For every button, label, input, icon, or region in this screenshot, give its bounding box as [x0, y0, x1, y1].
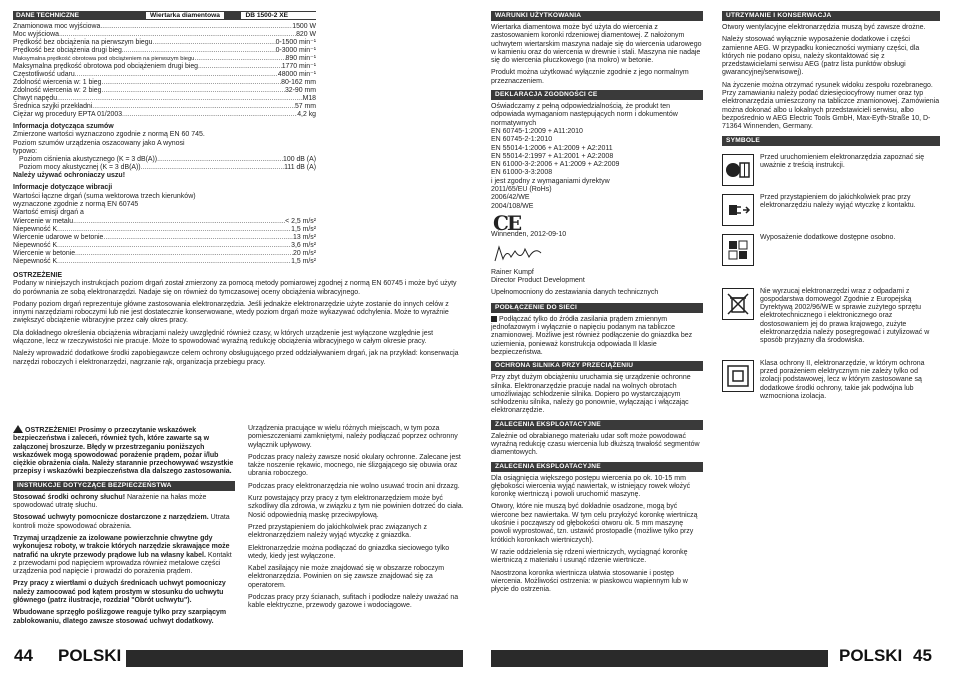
- conformity-line: Oświadczamy z pełną odpowiedzialnością, że produkt ten odpowiada wymaganiom następujących norm i dokumentów normatywnych: [491, 103, 678, 127]
- spec-row-label: Prędkość bez obciążenia drugi bieg: [13, 47, 122, 54]
- dot-leader: [198, 63, 282, 71]
- conformity-line: EN 60745-2-1:2010: [491, 136, 553, 144]
- overload-text: Przy zbyt dużym obciążeniu uruchamia się urządzenie ochronne silnika. Elektronarzędzie pracuje nadal na wolnych obrotach umożliwiając schłodzenie silnika. Dopiero po wystarczającym schłodzeniu silnika, należy go ponownie, wyłączając i włączając elektronarzędzie.: [491, 374, 691, 415]
- dot-leader: [101, 79, 281, 87]
- conformity-line: EN 61000-3-3:2008: [491, 169, 553, 177]
- vibration-row-value: 20 m/s²: [293, 249, 316, 257]
- recommend2-paragraph: Naostrzona koronka wiertnicza ułatwia stosowanie i postęp wiercenia. Możliwości ostrzenia: w piaskowcu wapiennym lub w płycie do ostrzenia.: [491, 569, 688, 594]
- noise-title: Informacja dotycząca szumów: [13, 123, 114, 130]
- maintenance-paragraph: Na życzenie można otrzymać rysunek widoku zespołu rozebranego. Przy zamawianiu należy podać dziesięciocyfrowy numer oraz typ elektronarzędzia umieszczony na tabliczce znamionowej. Zamówienia można dokonać albo u lokalnych przedstawicieli serwisu, albo bezpośrednio w AEG Electric Tools GmbH, Max-Eyth-Straße 10, D-71364 Winnenden, Germany.: [722, 81, 940, 131]
- safety-paragraphs: [13, 494, 235, 626]
- safety-header: INSTRUKCJE DOTYCZĄCE BEZPIECZEŃSTWA: [13, 481, 235, 491]
- place-date: Winnenden, 2012-09-10: [491, 231, 567, 239]
- usage-paragraph: Produkt można użytkować wyłącznie zgodnie z jego normalnym przeznaczeniem.: [491, 69, 689, 85]
- usage-header: WARUNKI UŻYTKOWANIA: [491, 11, 703, 21]
- vibration-line3: Wartość emisji drgań a: [13, 209, 84, 217]
- safety-right-paragraph: Elektronarzędzie można podłączać do gniazdka sieciowego tylko wtedy, kiedy jest wyłączone.: [248, 544, 450, 560]
- language-label-right: POLSKI: [839, 646, 903, 665]
- spec-row: [13, 23, 316, 31]
- spec-row: [13, 87, 316, 95]
- recommend1-header: ZALECENIA EKSPLOATACYJNE: [491, 420, 703, 430]
- symbol-text: Przed przystąpieniem do jakichkolwiek prac przy elektronarzędziu należy wyjąć wtyczkę z kontaktu.: [760, 193, 916, 209]
- spec-row-label: Zdolność wiercenia w: 2 bieg: [13, 87, 102, 94]
- safety-right-paragraph: Urządzenia pracujące w wielu różnych miejscach, w tym poza pomieszczeniami zamkniętymi, należy podłączać poprzez ochronny wyłącznik upływowy.: [248, 425, 458, 449]
- spec-row-value: 0-1500 min⁻¹: [275, 39, 316, 46]
- ce-mark: CE: [493, 210, 521, 235]
- spec-row-value: 48000 min⁻¹: [277, 71, 316, 78]
- spec-row: [13, 63, 316, 71]
- dot-leader: [75, 71, 278, 79]
- network-header: PODŁĄCZENIE DO SIECI: [491, 303, 703, 313]
- safety-paragraph: Wbudowane sprzęgło poślizgowe reaguje tylko przy szarpiącym zablokowaniu, dlatego zawsze stosować uchwyt dodatkowy.: [13, 609, 227, 625]
- page-number-left: 44: [14, 646, 33, 665]
- spec-row-label: Średnica szyjki przekładni: [13, 103, 93, 110]
- vibration-row: [13, 226, 316, 234]
- recommend2-paragraphs: [491, 475, 703, 595]
- right-column-1: [491, 11, 703, 598]
- safety-right-paragraph: Podczas pracy należy zawsze nosić okulary ochronne. Zalecane jest także noszenie rękawic, mocnego, nie ślizgającego się obuwia oraz ubrania roboczego.: [248, 453, 461, 478]
- symbol-item: [722, 288, 940, 346]
- weee-bin-icon: [722, 288, 754, 320]
- maintenance-paragraphs: [722, 24, 940, 132]
- dot-leader: [57, 226, 291, 234]
- ostrzezenie-paragraph: Podany w niniejszych instrukcjach poziom drgań został zmierzony za pomocą metody pomiarowej zgodnej z normą EN 60745 i może być użyty do porównania ze sobą elektronarzędzi. Nadaje się on również do tymczasowej oceny obciążenia wibracyjnego.: [13, 280, 457, 296]
- ostrzezenie-paragraphs: [13, 280, 463, 367]
- spec-row: [13, 47, 316, 55]
- spec-row-label: Częstotliwość udaru: [13, 71, 75, 78]
- spec-row: [13, 79, 316, 87]
- spec-row-value: 1770 min⁻¹: [281, 63, 316, 70]
- noise-row-label: Poziom mocy akustycznej (K = 3 dB(A)): [19, 164, 141, 172]
- safety-column: [13, 425, 235, 630]
- class-ii-square-icon: [491, 316, 497, 322]
- symbol-item: [722, 154, 940, 186]
- symbol-item: [722, 360, 940, 401]
- right-column-2: [722, 11, 940, 401]
- usage-paragraphs: [491, 24, 703, 86]
- safety-right-paragraphs: [248, 425, 466, 611]
- spec-row-value: 32-90 mm: [284, 87, 316, 94]
- safety-paragraph: Trzymaj urządzenie za izolowane powierzchnie chwytne gdy wykonujesz roboty, w trakcie których narzędzie skrawające może natrafić na ukryte przewody prądowe lub na własny kabel. Kontakt z przewodami pod napięciem wprowadza również metalowe części urządzenia pod napięcie i prowadzi do porażenia prądem.: [13, 534, 232, 576]
- vibration-row: [13, 234, 316, 242]
- footer-bar-right: [491, 650, 828, 667]
- vibration-row-value: 3,6 m/s²: [291, 241, 316, 249]
- symbols-header: SYMBOLE: [722, 136, 940, 146]
- spec-row-label: Znamionowa moc wyjściowa: [13, 23, 101, 30]
- unplug-icon: [722, 194, 754, 226]
- vibration-line1: Wartości łączne drgań (suma wektorowa trzech kierunków): [13, 192, 196, 200]
- spec-row-value: M18: [302, 95, 316, 102]
- spec-row-label: Maksymalna prędkość obrotowa pod obciążeniem na pierwszym biegu: [13, 56, 195, 62]
- vibration-title: Informacje dotyczące wibracji: [13, 184, 113, 192]
- noise-row-value: 111 dB (A): [284, 164, 316, 172]
- ostrzezenie-paragraph: Należy wprowadzić dodatkowe środki zapobiegawcze celem ochrony obsługującego przed oddziaływaniem drgań, jak na przykład: konserwacja narzędzi roboczych i elektronarzędzi, nagrzanie rąk, organizacja przebiegu pracy.: [13, 350, 459, 366]
- spec-row: [13, 71, 316, 79]
- language-label-left: POLSKI: [58, 646, 122, 665]
- spec-row-label: Moc wyjściowa: [13, 31, 59, 38]
- signature-image: [491, 243, 551, 265]
- spec-row-label: Maksymalna prędkość obrotowa pod obciążeniem drugi bieg: [13, 63, 199, 70]
- symbol-text: Wyposażenie dodatkowe dostępne osobno.: [760, 233, 896, 241]
- network-text: Podłączać tylko do źródła zasilania prądem zmiennym jednofazowym i wyłącznie o napięciu podanym na tabliczce znamionowej. Możliwe jest również podłączenie do gniazdka bez uziemienia, ponieważ konstrukcja odpowiada II klasie bezpieczeństwa.: [491, 315, 693, 356]
- noise-line2: Poziom szumów urządzenia oszacowany jako A wynosi: [13, 139, 185, 147]
- vibration-list: [13, 218, 316, 266]
- safety-right-paragraph: Kurz powstający przy pracy z tym elektronarzędziem może być szkodliwy dla zdrowia, w związku z tym nie powinien dotrzeć do ciała. Nosić odpowiednią maskę przeciwpyłową.: [248, 495, 464, 519]
- dot-leader: [92, 103, 295, 111]
- usage-paragraph: Wiertarka diamentowa może być użyta do wiercenia z zastosowaniem koronki rdzeniowej diamentowej. Z nałożonym uchwytem wiertarskim maszyna nadaje się do wiercenia udarowego w kamieniu oraz do wiercenia w drewnie i stali. Maszyna nie nadaje się do wiercenia płuczkowego (na mokro) w betonie.: [491, 24, 702, 65]
- noise-list: [13, 156, 316, 172]
- spec-row: [13, 95, 316, 103]
- noise-row-label: Poziom ciśnienia akustycznego (K = 3 dB(A)): [19, 156, 158, 164]
- maintenance-paragraph: Należy stosować wyłącznie wyposażenie dodatkowe i części zamienne AEG. W przypadku konieczności wymiany części, dla których nie podano opisu, należy skontaktować się z przedstawicielami serwisu AEG (patrz lista punktów obsługi gwarancyjnej/serwisowej).: [722, 36, 920, 77]
- vibration-row: [13, 258, 316, 266]
- safety-right-column: [248, 425, 466, 615]
- dot-leader: [122, 47, 276, 55]
- vibration-row-label: Wiercenie w metalu: [13, 217, 74, 225]
- recommend2-paragraph: Otwory, które nie muszą być dokładnie osadzone, mogą być wiercone bez nawiertaka. W tym celu przyłożyć koronkę wiertniczą ukośnie i począwszy od głębokości otworu ok. 5 mm maszynę powoli wyprostować, tzn. ustawić prostopadle (możliwe tylko przy krótkich koronkach wiertniczych).: [491, 503, 698, 544]
- symbol-item: [722, 194, 940, 226]
- dot-leader: [101, 87, 284, 95]
- accessory-icon: [722, 234, 754, 266]
- safety-right-paragraph: Przed przystąpieniem do jakichkolwiek prac związanych z elektronarzędziem należy wyjąć wtyczkę z gniazdka.: [248, 523, 427, 540]
- vibration-row-label: Wiercenie udarowe w betonie: [13, 233, 104, 241]
- recommend2-paragraph: W razie oddzielenia się rdzeni wiertniczych, wyciągnąć koronkę wiertniczą z materiału i usunąć rdzenie wiertnicze.: [491, 548, 688, 565]
- spec-row: [13, 39, 316, 47]
- tech-data-model: DB 1500-2 XE: [241, 12, 316, 19]
- dot-leader: [141, 164, 284, 172]
- symbols-list: [722, 154, 940, 402]
- spec-list: [13, 23, 316, 119]
- conformity-line: 2006/42/WE: [491, 194, 530, 202]
- dot-leader: [59, 31, 296, 39]
- safety-right-paragraph: Podczas pracy przy ścianach, sufitach i podłodze należy uważać na kable elektryczne, przewody gazowe i wodociągowe.: [248, 594, 459, 610]
- signer-title: Director Product Development: [491, 277, 585, 285]
- vibration-row: [13, 250, 316, 258]
- class-ii-icon: [722, 360, 754, 392]
- spec-row-value: 57 mm: [294, 103, 316, 110]
- ostrzezenie-paragraph: Dla dokładnego określenia obciążenia wibracjami należy uwzględnić również czasy, w których urządzenie jest wyłączone względnie jest włączone, lecz w rzeczywistości nie pracuje. Może to spowodować wyraźną redukcję obciążenia wibracyjnego w całym okresie pracy.: [13, 329, 434, 346]
- ear-protection-note: Należy używać ochroniaczy uszu!: [13, 172, 126, 180]
- warning-box-text: OSTRZEŻENIE! Prosimy o przeczytanie wskazówek bezpieczeństwa i zaleceń, również tych, które zawarte są w załączonej broszurze. Błędy w przestrzeganiu poniższych wskazówek mogą spowodować porażenie prądem, pożar i/lub ciężkie obrażenia ciała. Należy starannie przechowywać wszystkie przepisy i wskazówki bezpieczeństwa dla dalszego zastosowania.: [13, 427, 234, 476]
- noise-row-value: 100 dB (A): [283, 156, 316, 164]
- symbol-text: Klasa ochrony II, elektronarzędzie, w którym ochrona przed porażeniem elektrycznym nie zależy tylko od izolacji podstawowej, lecz w którym zastosowane są dodatkowe środki ochrony, takie jak podwójna lub wzmocniona izolacja.: [760, 359, 925, 400]
- spec-row: [13, 31, 316, 39]
- safety-paragraph: Stosować uchwyty pomocnicze dostarczone z narzędziem. Utrata kontroli może spowodować obrażenia.: [13, 514, 230, 530]
- conformity-line: i jest zgodny z wymaganiami dyrektyw: [491, 177, 610, 185]
- safety-paragraph: Przy pracy z wiertłami o dużych średnicach uchwyt pomocniczy należy zamocować pod kątem prostym w stosunku do uchwytu głównego (patrz ilustracje, rozdział "Obrót uchwytu").: [13, 580, 226, 605]
- spec-row-label: Zdolność wiercenia w: 1 bieg: [13, 79, 102, 86]
- dot-leader: [100, 23, 292, 31]
- page-number-right: 45: [913, 646, 932, 665]
- safety-paragraph: Stosować środki ochrony słuchu! Narażenie na hałas może spowodować utratę słuchu.: [13, 493, 207, 510]
- vibration-row-value: 1,5 m/s²: [291, 225, 316, 233]
- conformity-line: 2004/108/WE: [491, 202, 534, 210]
- noise-line1: Zmierzone wartości wyznaczono zgodnie z normą EN 60 745.: [13, 131, 205, 139]
- signer-name: Rainer Kumpf: [491, 268, 534, 276]
- tech-data-column: [13, 11, 316, 266]
- conformity-line: EN 55014-2:1997 + A1:2001 + A2:2008: [491, 152, 614, 160]
- footer-bar-left: [126, 650, 463, 667]
- tech-data-title: DANE TECHNICZNE: [16, 12, 80, 19]
- vibration-row-label: Niepewność K: [13, 257, 58, 265]
- authorized-note: Upełnomocniony do zestawiania danych technicznych: [491, 289, 659, 297]
- symbol-item: [722, 234, 940, 266]
- spec-row-value: 4,2 kg: [297, 111, 316, 118]
- spec-row: [13, 55, 316, 63]
- dot-leader: [57, 258, 291, 266]
- spec-row-value: 0-3000 min⁻¹: [275, 47, 316, 54]
- conformity-line: EN 60745-1:2009 + A11:2010: [491, 127, 583, 135]
- recommend2-paragraph: Dla osiągnięcia większego postępu wiercenia po ok. 10-15 mm głębokości wiercenia wyjąć nawiertak, w istniejący rowek włożyć koronkę wiertniczą i powoli uruchomić maszynę.: [491, 474, 691, 499]
- vibration-row-label: Wiercenie w betonie: [13, 249, 76, 257]
- recommend1-text: Zależnie od obrabianego materiału udar soft może powodować wyraźną redukcję czasu wiercenia lub dłuższą trwałość segmentów diamentowych.: [491, 432, 700, 457]
- spec-row-value: 80-162 mm: [281, 79, 316, 86]
- dot-leader: [103, 234, 293, 242]
- dot-leader: [75, 250, 293, 258]
- spec-row: [13, 103, 316, 111]
- noise-line3: typowo:: [13, 147, 38, 155]
- safety-right-paragraph: Podczas pracy elektronarzędzia nie wolno usuwać trocin ani drzazg.: [248, 482, 460, 490]
- right-page: [477, 0, 954, 677]
- vibration-row-value: 13 m/s²: [293, 233, 316, 241]
- conformity-header: DEKLARACJA ZGODNOŚCI CE: [491, 90, 703, 100]
- conformity-line: EN 61000-3-2:2006 + A1:2009 + A2:2009: [491, 161, 620, 169]
- maintenance-header: UTRZYMANIE I KONSERWACJA: [722, 11, 940, 21]
- ostrzezenie-section: [13, 272, 463, 371]
- noise-row: [19, 156, 316, 164]
- vibration-row-value: < 2,5 m/s²: [285, 217, 316, 225]
- symbol-text: Przed uruchomieniem elektronarzędzia zapoznać się uważnie z treścią instrukcji.: [760, 153, 925, 169]
- spec-row-label: Chwyt napędu: [13, 95, 58, 102]
- recommend2-header: ZALECENIA EKSPLOATACYJNE: [491, 462, 703, 472]
- spec-row-value: 820 W: [296, 31, 316, 38]
- vibration-line2: wyznaczone zgodnie z normą EN 60745: [13, 201, 139, 209]
- dot-leader: [57, 95, 303, 103]
- vibration-row: [13, 218, 316, 226]
- overload-header: OCHRONA SILNIKA PRZY PRZECIĄŻENIU: [491, 361, 703, 371]
- tech-data-subtitle: Wiertarka diamentowa: [146, 12, 224, 19]
- safety-right-paragraph: Kabel zasilający nie może znajdować się w obszarze roboczym elektronarzędzia. Powinien on się zawsze znajdować się za operatorem.: [248, 565, 445, 589]
- spec-row-label: Prędkość bez obciążenia na pierwszym biegu: [13, 39, 153, 46]
- vibration-row: [13, 242, 316, 250]
- dot-leader: [157, 156, 283, 164]
- read-manual-icon: [722, 154, 754, 186]
- tech-data-header: [13, 11, 316, 20]
- warning-triangle-icon: [13, 425, 23, 433]
- spec-row-value: 890 min⁻¹: [285, 55, 316, 62]
- noise-row: [19, 164, 316, 172]
- spec-row-label: Ciężar wg procedury EPTA 01/2003: [13, 111, 123, 118]
- ostrzezenie-paragraph: Podany poziom drgań reprezentuje główne zastosowania elektronarzędzia. Jeśli jednakże elektronarzędzie użyte zostanie do innych celów z innymi narzędziami roboczymi lub nie jest dostatecznie konserwowane, wtedy poziom drgań może wykazywać odchylenia. Może to wyraźnie zwiększyć obciążenie wibracyjne przez cały okres pracy.: [13, 300, 449, 325]
- vibration-row-label: Niepewność K: [13, 225, 58, 233]
- ostrzezenie-title: OSTRZEŻENIE: [13, 272, 63, 279]
- dot-leader: [152, 39, 275, 47]
- conformity-lines: [491, 103, 703, 211]
- conformity-line: EN 55014-1:2006 + A1:2009 + A2:2011: [491, 144, 613, 152]
- maintenance-paragraph: Otwory wentylacyjne elektronarzędzia muszą być zawsze drożne.: [722, 24, 926, 31]
- symbol-text: Nie wyrzucaj elektronarzędzi wraz z odpadami z gospodarstwa domowego! Zgodnie z Europejską Dyrektywą 2002/96/WE w sprawie zużytego sprzętu elektrotechnicznego i elektronicznego oraz dostosowaniem jej do prawa krajowego, zużyte elektronarzędzia należy posegregować i zutylizować w sposób przyjazny dla środowiska.: [760, 287, 930, 345]
- dot-leader: [57, 242, 291, 250]
- dot-leader: [122, 111, 297, 119]
- conformity-line: 2011/65/EU (RoHs): [491, 186, 552, 194]
- dot-leader: [194, 55, 285, 63]
- vibration-row-value: 1,5 m/s²: [291, 257, 316, 265]
- dot-leader: [73, 218, 285, 226]
- spec-row-value: 1500 W: [292, 23, 316, 30]
- vibration-row-label: Niepewność K: [13, 241, 58, 249]
- spec-row: [13, 111, 316, 119]
